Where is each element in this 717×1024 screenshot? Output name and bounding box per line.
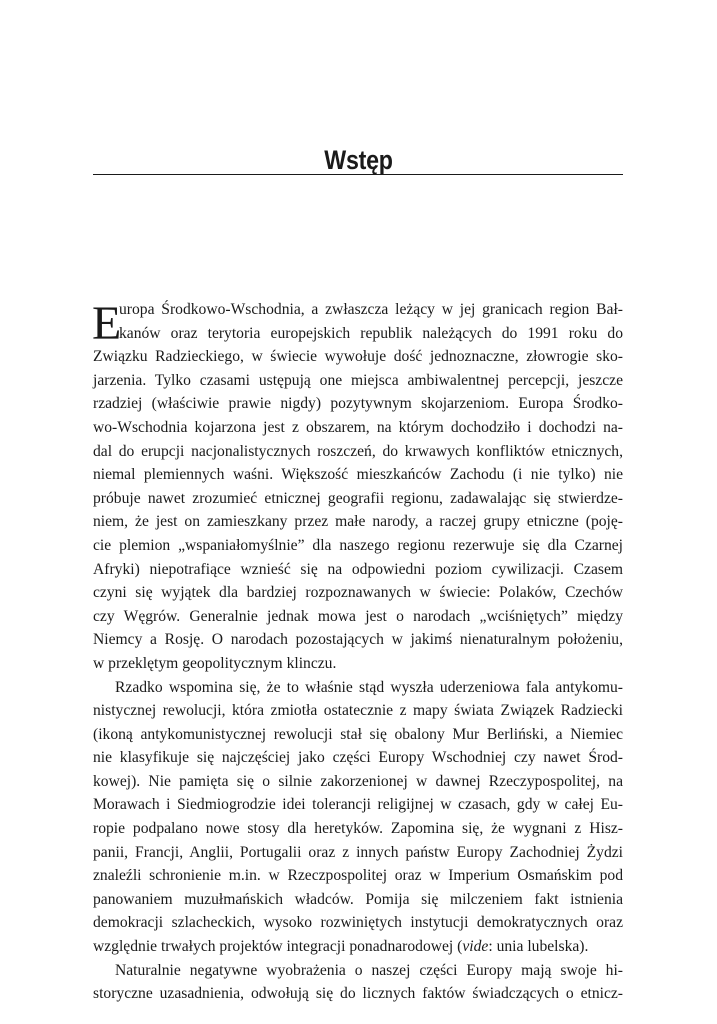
text-line: dal do erupcji nacjonalistycznych roszczeń, do krwawych konfliktów etnicznych, (93, 442, 623, 460)
paragraph-3 (93, 959, 623, 1006)
body-text (93, 298, 623, 1006)
text-line: czy Węgrów. Generalnie jednak mowa jest o narodach „wciśniętych” między (93, 607, 623, 625)
text-line: storyczne uzasadnienia, odwołują się do licznych faktów świadczących o etnicz- (93, 985, 623, 1003)
text-line: nie klasyfikuje się najczęściej jako części Europy Wschodniej czy nawet Środ- (93, 749, 623, 767)
text-line: rzadziej (właściwie prawie nigdy) pozytywnym skojarzeniom. Europa Środko- (93, 395, 623, 413)
text-line: Morawach i Siedmiogrodzie idei tolerancji religijnej w czasach, gdy w całej Eu- (93, 796, 623, 814)
text-line: w przeklętym geopolitycznym klinczu. (93, 654, 337, 672)
text-line: panii, Francji, Anglii, Portugalii oraz z innych państw Europy Zachodniej Żydzi (93, 843, 623, 861)
text-line (93, 935, 623, 959)
text-fragment: : unia lubelska). (488, 938, 589, 956)
text-line: uropa Środkowo-Wschodnia, a zwłaszcza leżący w jej granicach region Bał- (119, 301, 623, 318)
text-line: Niemcy a Rosję. O narodach pozostających w jakimś nienaturalnym położeniu, (93, 631, 623, 649)
italic-term: vide (462, 938, 489, 956)
text-line: jarzenia. Tylko czasami ustępują one miejsca ambiwalentnej percepcji, jeszcze (93, 371, 623, 389)
paragraph-1 (93, 298, 623, 676)
text-line: próbuje nawet zrozumieć etnicznej geografii regionu, zadawalając się stwierdze- (93, 489, 623, 507)
text-line: demokracji szlacheckich, wysoko rozwiniętych instytucji demokratycznych oraz (93, 914, 623, 932)
drop-cap: E (92, 297, 122, 350)
text-line: niemal plemiennych waśni. Większość mieszkańców Zachodu (i nie tylko) nie (93, 466, 623, 484)
text-line: (ikoną antykomunistycznej rewolucji stał się obalony Mur Berliński, a Niemiec (93, 725, 623, 743)
text-line: Afryki) niepotrafiące wznieść się na odpowiedni poziom cywilizacji. Czasem (93, 560, 623, 578)
text-line: nistycznej rewolucji, która zmiotła ostatecznie z mapy świata Związek Radziecki (93, 702, 623, 720)
chapter-title: Wstęp (324, 145, 393, 176)
text-line: Rzadko wspomina się, że to właśnie stąd wyszła uderzeniowa fala antykomu- (115, 678, 623, 696)
text-line: Związku Radzieckiego, w świecie wywołuje dość jednoznaczne, złowrogie sko- (93, 348, 623, 366)
text-line: Naturalnie negatywne wyobrażenia o naszej części Europy mają swoje hi- (115, 961, 623, 979)
text-line: znaleźli schronienie m.in. w Rzeczpospolitej oraz w Imperium Osmańskim pod (93, 867, 623, 885)
text-line: cie plemion „wspaniałomyślnie” dla naszego regionu rezerwuje się dla Czarnej (93, 536, 623, 554)
text-line: czyni się wyjątek dla bardziej rozpoznawanych w świecie: Polaków, Czechów (93, 584, 623, 602)
title-underline-rule (93, 174, 623, 175)
text-line: panowaniem muzułmańskich władców. Pomija się milczeniem fakt istnienia (93, 890, 623, 908)
text-fragment: względnie trwałych projektów integracji ponadnarodowej ( (93, 938, 463, 956)
paragraph-2 (93, 676, 623, 959)
text-line: ropie podpalano nowe stosy dla heretyków. Zapomina się, że wygnani z Hisz- (93, 820, 623, 838)
text-line: wo-Wschodnia kojarzona jest z obszarem, na którym dochodziło i dochodzi na- (93, 418, 623, 436)
text-line: niem, że jest on zamieszkany przez małe narody, a raczej grupy etniczne (poję- (93, 513, 623, 531)
text-line: kanów oraz terytoria europejskich republik należących do 1991 roku do (119, 324, 623, 342)
text-line: kowej). Nie pamięta się o silnie zakorzenionej w dawnej Rzeczypospolitej, na (93, 772, 623, 790)
